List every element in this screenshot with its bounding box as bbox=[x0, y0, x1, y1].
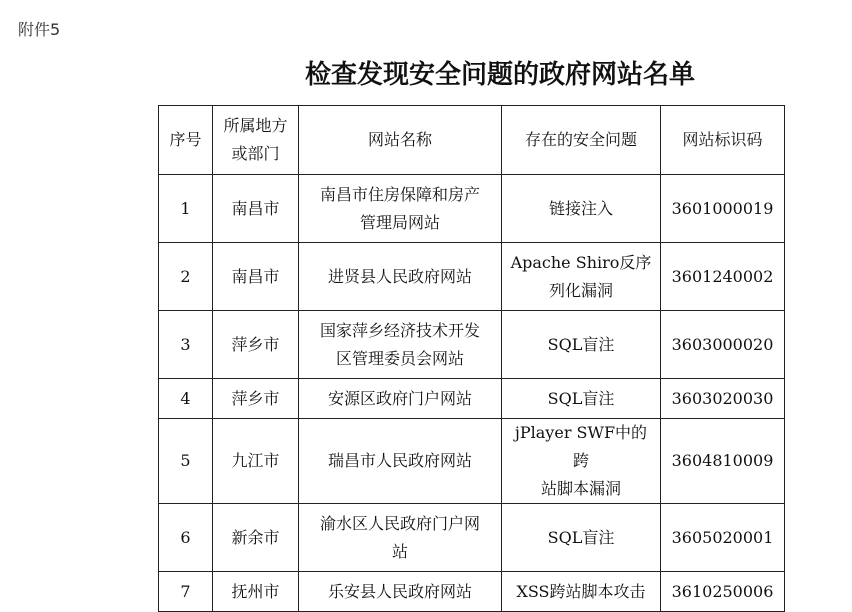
site-name-line2: 管理局网站 bbox=[359, 212, 440, 232]
cell-issue bbox=[502, 572, 661, 612]
cell-site-id: 3610250006 bbox=[661, 572, 785, 612]
site-name-line1: 乐安县人民政府网站 bbox=[327, 581, 472, 601]
header-region-line2: 或部门 bbox=[231, 144, 280, 163]
issue-line1: jPlayer SWF中的跨 bbox=[514, 423, 648, 470]
cell-site-name bbox=[299, 175, 502, 243]
cell-issue bbox=[502, 504, 661, 572]
table-row bbox=[159, 572, 785, 612]
site-name-line1: 渝水区人民政府门户网 bbox=[319, 513, 480, 533]
header-issue: 存在的安全问题 bbox=[502, 106, 661, 175]
site-name-line1: 瑞昌市人民政府网站 bbox=[327, 451, 472, 470]
cell-site-id: 3601000019 bbox=[661, 175, 785, 243]
cell-site-id: 3605020001 bbox=[661, 504, 785, 572]
cell-site-name bbox=[299, 243, 502, 311]
cell-seq: 3 bbox=[159, 311, 213, 379]
cell-region: 抚州市 bbox=[213, 572, 299, 612]
cell-region: 新余市 bbox=[213, 504, 299, 572]
table-row bbox=[159, 379, 785, 419]
site-name-line2: 站 bbox=[391, 541, 408, 561]
site-name-line1: 进贤县人民政府网站 bbox=[327, 266, 472, 286]
issue-line1: XSS跨站脚本攻击 bbox=[516, 581, 646, 601]
cell-site-name bbox=[299, 379, 502, 419]
header-seq: 序号 bbox=[159, 106, 213, 175]
cell-site-name bbox=[299, 419, 502, 504]
site-name-line1: 国家萍乡经济技术开发 bbox=[319, 320, 480, 340]
cell-issue bbox=[502, 175, 661, 243]
cell-seq: 5 bbox=[159, 419, 213, 504]
cell-site-id: 3604810009 bbox=[661, 419, 785, 504]
header-site-name: 网站名称 bbox=[299, 106, 502, 175]
attachment-label: 附件5 bbox=[18, 20, 61, 39]
cell-seq: 6 bbox=[159, 504, 213, 572]
cell-issue bbox=[502, 243, 661, 311]
table-row bbox=[159, 504, 785, 572]
cell-seq: 4 bbox=[159, 379, 213, 419]
table-row bbox=[159, 419, 785, 504]
cell-site-name bbox=[299, 311, 502, 379]
issue-line1: SQL盲注 bbox=[547, 388, 615, 408]
cell-region: 萍乡市 bbox=[213, 379, 299, 419]
site-name-line1: 南昌市住房保障和房产 bbox=[319, 184, 480, 204]
header-region-line1: 所属地方 bbox=[223, 116, 288, 135]
cell-site-name bbox=[299, 572, 502, 612]
cell-site-id: 3603020030 bbox=[661, 379, 785, 419]
table-row bbox=[159, 175, 785, 243]
issue-line2: 站脚本漏洞 bbox=[540, 479, 621, 498]
issue-line1: Apache Shiro反序 bbox=[510, 252, 652, 272]
cell-region: 南昌市 bbox=[213, 243, 299, 311]
cell-seq: 1 bbox=[159, 175, 213, 243]
cell-issue bbox=[502, 311, 661, 379]
issue-line2: 列化漏洞 bbox=[548, 280, 613, 300]
cell-region: 南昌市 bbox=[213, 175, 299, 243]
cell-issue bbox=[502, 419, 661, 504]
cell-region: 九江市 bbox=[213, 419, 299, 504]
website-table bbox=[158, 105, 785, 612]
cell-issue bbox=[502, 379, 661, 419]
table-row bbox=[159, 311, 785, 379]
cell-site-name bbox=[299, 504, 502, 572]
cell-seq: 2 bbox=[159, 243, 213, 311]
site-name-line2: 区管理委员会网站 bbox=[335, 348, 464, 368]
cell-site-id: 3601240002 bbox=[661, 243, 785, 311]
table-row bbox=[159, 243, 785, 311]
issue-line1: SQL盲注 bbox=[547, 334, 615, 354]
issue-line1: 链接注入 bbox=[548, 198, 613, 218]
table-header-row bbox=[159, 106, 785, 175]
cell-seq: 7 bbox=[159, 572, 213, 612]
cell-site-id: 3603000020 bbox=[661, 311, 785, 379]
header-region bbox=[213, 106, 299, 175]
cell-region: 萍乡市 bbox=[213, 311, 299, 379]
document-title: 检查发现安全问题的政府网站名单 bbox=[304, 60, 695, 90]
site-name-line1: 安源区政府门户网站 bbox=[327, 388, 472, 408]
issue-line1: SQL盲注 bbox=[547, 527, 615, 547]
header-site-id: 网站标识码 bbox=[661, 106, 785, 175]
